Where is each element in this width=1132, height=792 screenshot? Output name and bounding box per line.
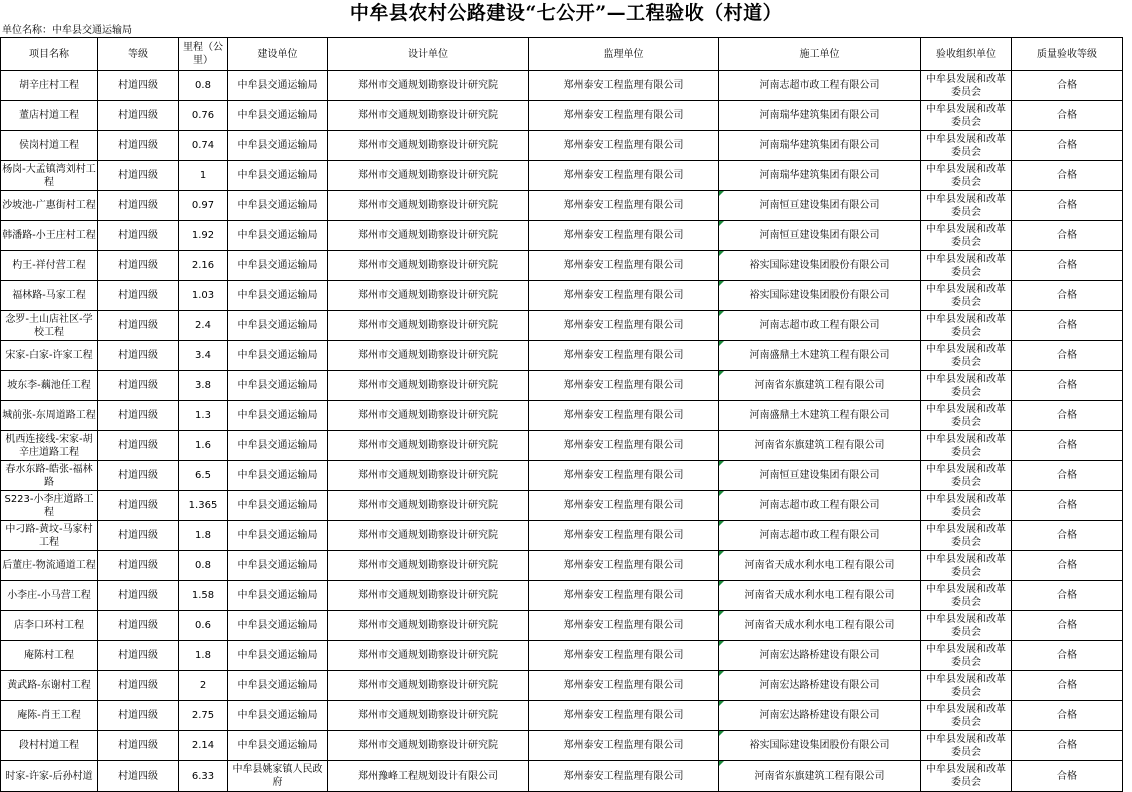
cell-designer: 郑州市交通规划勘察设计研究院 — [328, 131, 529, 161]
table-row — [1, 311, 1123, 341]
cell-contractor: 河南恒亘建设集团有限公司 — [719, 461, 921, 491]
cell-acceptance-org: 中牟县发展和改革委员会 — [921, 521, 1012, 551]
cell-mileage: 1.6 — [179, 431, 228, 461]
cell-mileage: 3.8 — [179, 371, 228, 401]
cell-designer: 郑州市交通规划勘察设计研究院 — [328, 611, 529, 641]
cell-quality-grade: 合格 — [1012, 551, 1123, 581]
cell-comment-marker-icon — [719, 701, 724, 706]
cell-supervisor: 郑州泰安工程监理有限公司 — [529, 611, 719, 641]
cell-acceptance-org: 中牟县发展和改革委员会 — [921, 551, 1012, 581]
cell-builder: 中牟县交通运输局 — [228, 251, 328, 281]
cell-comment-marker-icon — [719, 311, 724, 316]
cell-contractor: 河南宏达路桥建设有限公司 — [719, 701, 921, 731]
cell-grade: 村道四级 — [98, 131, 179, 161]
cell-project-name: 中刁路-黄坟-马家村工程 — [1, 521, 98, 551]
cell-supervisor: 郑州泰安工程监理有限公司 — [529, 461, 719, 491]
cell-quality-grade: 合格 — [1012, 311, 1123, 341]
cell-quality-grade: 合格 — [1012, 101, 1123, 131]
table-row — [1, 371, 1123, 401]
table-row — [1, 731, 1123, 761]
cell-quality-grade: 合格 — [1012, 131, 1123, 161]
cell-contractor: 裕实国际建设集团股份有限公司 — [719, 251, 921, 281]
cell-supervisor: 郑州泰安工程监理有限公司 — [529, 251, 719, 281]
cell-mileage: 2.75 — [179, 701, 228, 731]
table-row — [1, 341, 1123, 371]
cell-mileage: 1 — [179, 161, 228, 191]
cell-designer: 郑州市交通规划勘察设计研究院 — [328, 431, 529, 461]
table-row — [1, 491, 1123, 521]
cell-supervisor: 郑州泰安工程监理有限公司 — [529, 491, 719, 521]
cell-contractor: 河南恒亘建设集团有限公司 — [719, 191, 921, 221]
cell-acceptance-org: 中牟县发展和改革委员会 — [921, 461, 1012, 491]
cell-mileage: 1.92 — [179, 221, 228, 251]
cell-designer: 郑州豫峰工程规划设计有限公司 — [328, 761, 529, 792]
cell-contractor: 河南瑞华建筑集团有限公司 — [719, 131, 921, 161]
cell-acceptance-org: 中牟县发展和改革委员会 — [921, 491, 1012, 521]
cell-quality-grade: 合格 — [1012, 701, 1123, 731]
cell-acceptance-org: 中牟县发展和改革委员会 — [921, 131, 1012, 161]
cell-supervisor: 郑州泰安工程监理有限公司 — [529, 311, 719, 341]
cell-grade: 村道四级 — [98, 311, 179, 341]
cell-contractor: 河南省天成水利水电工程有限公司 — [719, 581, 921, 611]
cell-acceptance-org: 中牟县发展和改革委员会 — [921, 731, 1012, 761]
cell-quality-grade: 合格 — [1012, 641, 1123, 671]
cell-grade: 村道四级 — [98, 731, 179, 761]
cell-quality-grade: 合格 — [1012, 371, 1123, 401]
cell-quality-grade: 合格 — [1012, 611, 1123, 641]
cell-builder: 中牟县交通运输局 — [228, 611, 328, 641]
cell-acceptance-org: 中牟县发展和改革委员会 — [921, 431, 1012, 461]
col-header-builder: 建设单位 — [228, 38, 328, 71]
cell-mileage: 2 — [179, 671, 228, 701]
cell-mileage: 2.16 — [179, 251, 228, 281]
cell-acceptance-org: 中牟县发展和改革委员会 — [921, 221, 1012, 251]
cell-comment-marker-icon — [719, 731, 724, 736]
cell-grade: 村道四级 — [98, 401, 179, 431]
cell-contractor: 河南志超市政工程有限公司 — [719, 71, 921, 101]
cell-acceptance-org: 中牟县发展和改革委员会 — [921, 671, 1012, 701]
cell-builder: 中牟县交通运输局 — [228, 281, 328, 311]
cell-project-name: 城前张-东周道路工程 — [1, 401, 98, 431]
cell-grade: 村道四级 — [98, 611, 179, 641]
cell-supervisor: 郑州泰安工程监理有限公司 — [529, 71, 719, 101]
cell-designer: 郑州市交通规划勘察设计研究院 — [328, 551, 529, 581]
col-header-grade: 等级 — [98, 38, 179, 71]
cell-supervisor: 郑州泰安工程监理有限公司 — [529, 101, 719, 131]
col-header-mileage: 里程（公里） — [179, 38, 228, 71]
cell-designer: 郑州市交通规划勘察设计研究院 — [328, 731, 529, 761]
cell-project-name: 韩潘路-小王庄村工程 — [1, 221, 98, 251]
cell-contractor: 河南宏达路桥建设有限公司 — [719, 641, 921, 671]
col-header-quality-grade: 质量验收等级 — [1012, 38, 1123, 71]
cell-builder: 中牟县交通运输局 — [228, 71, 328, 101]
cell-project-name: 庵陈村工程 — [1, 641, 98, 671]
cell-builder: 中牟县交通运输局 — [228, 581, 328, 611]
cell-builder: 中牟县交通运输局 — [228, 131, 328, 161]
cell-quality-grade: 合格 — [1012, 671, 1123, 701]
table-row — [1, 551, 1123, 581]
cell-supervisor: 郑州泰安工程监理有限公司 — [529, 221, 719, 251]
cell-grade: 村道四级 — [98, 701, 179, 731]
cell-grade: 村道四级 — [98, 641, 179, 671]
cell-supervisor: 郑州泰安工程监理有限公司 — [529, 731, 719, 761]
table-row — [1, 281, 1123, 311]
table-row — [1, 101, 1123, 131]
cell-designer: 郑州市交通规划勘察设计研究院 — [328, 191, 529, 221]
page-title: 中牟县农村公路建设“七公开”—工程验收（村道） — [349, 2, 783, 24]
cell-grade: 村道四级 — [98, 581, 179, 611]
cell-designer: 郑州市交通规划勘察设计研究院 — [328, 491, 529, 521]
cell-acceptance-org: 中牟县发展和改革委员会 — [921, 71, 1012, 101]
cell-builder: 中牟县交通运输局 — [228, 551, 328, 581]
cell-grade: 村道四级 — [98, 551, 179, 581]
table-row — [1, 71, 1123, 101]
cell-comment-marker-icon — [719, 341, 724, 346]
cell-mileage: 2.14 — [179, 731, 228, 761]
cell-grade: 村道四级 — [98, 761, 179, 792]
cell-quality-grade: 合格 — [1012, 581, 1123, 611]
cell-acceptance-org: 中牟县发展和改革委员会 — [921, 101, 1012, 131]
cell-supervisor: 郑州泰安工程监理有限公司 — [529, 131, 719, 161]
cell-builder: 中牟县交通运输局 — [228, 671, 328, 701]
acceptance-table — [0, 37, 1123, 792]
cell-designer: 郑州市交通规划勘察设计研究院 — [328, 671, 529, 701]
cell-acceptance-org: 中牟县发展和改革委员会 — [921, 191, 1012, 221]
cell-builder: 中牟县交通运输局 — [228, 341, 328, 371]
cell-designer: 郑州市交通规划勘察设计研究院 — [328, 221, 529, 251]
unit-name-line: 单位名称：中牟县交通运输局 — [2, 25, 132, 36]
cell-contractor: 河南宏达路桥建设有限公司 — [719, 671, 921, 701]
cell-project-name: 小李庄-小马营工程 — [1, 581, 98, 611]
table-row — [1, 131, 1123, 161]
cell-grade: 村道四级 — [98, 71, 179, 101]
cell-supervisor: 郑州泰安工程监理有限公司 — [529, 521, 719, 551]
cell-comment-marker-icon — [719, 671, 724, 676]
cell-grade: 村道四级 — [98, 521, 179, 551]
col-header-designer: 设计单位 — [328, 38, 529, 71]
cell-project-name: 后董庄-物流通道工程 — [1, 551, 98, 581]
table-row — [1, 641, 1123, 671]
cell-project-name: 春水东路-皓张-福林路 — [1, 461, 98, 491]
cell-quality-grade: 合格 — [1012, 161, 1123, 191]
cell-grade: 村道四级 — [98, 671, 179, 701]
cell-supervisor: 郑州泰安工程监理有限公司 — [529, 431, 719, 461]
table-row — [1, 701, 1123, 731]
cell-builder: 中牟县交通运输局 — [228, 221, 328, 251]
cell-builder: 中牟县交通运输局 — [228, 311, 328, 341]
table-row — [1, 221, 1123, 251]
cell-designer: 郑州市交通规划勘察设计研究院 — [328, 521, 529, 551]
cell-builder: 中牟县交通运输局 — [228, 431, 328, 461]
cell-builder: 中牟县姚家镇人民政府 — [228, 761, 328, 792]
cell-project-name: 杓王-祥付营工程 — [1, 251, 98, 281]
cell-project-name: 念罗-土山店社区-学校工程 — [1, 311, 98, 341]
cell-mileage: 2.4 — [179, 311, 228, 341]
table-row — [1, 521, 1123, 551]
cell-comment-marker-icon — [719, 611, 724, 616]
cell-grade: 村道四级 — [98, 491, 179, 521]
cell-designer: 郑州市交通规划勘察设计研究院 — [328, 101, 529, 131]
cell-designer: 郑州市交通规划勘察设计研究院 — [328, 461, 529, 491]
cell-builder: 中牟县交通运输局 — [228, 461, 328, 491]
cell-project-name: 侯岗村道工程 — [1, 131, 98, 161]
cell-quality-grade: 合格 — [1012, 761, 1123, 792]
cell-supervisor: 郑州泰安工程监理有限公司 — [529, 761, 719, 792]
table-row — [1, 461, 1123, 491]
cell-project-name: 庵陈-肖王工程 — [1, 701, 98, 731]
table-row — [1, 581, 1123, 611]
col-header-project-name: 项目名称 — [1, 38, 98, 71]
cell-contractor: 河南盛鼎土木建筑工程有限公司 — [719, 341, 921, 371]
cell-project-name: 段村村道工程 — [1, 731, 98, 761]
cell-project-name: 胡辛庄村工程 — [1, 71, 98, 101]
cell-mileage: 0.8 — [179, 71, 228, 101]
cell-designer: 郑州市交通规划勘察设计研究院 — [328, 341, 529, 371]
cell-acceptance-org: 中牟县发展和改革委员会 — [921, 641, 1012, 671]
cell-comment-marker-icon — [719, 491, 724, 496]
cell-designer: 郑州市交通规划勘察设计研究院 — [328, 371, 529, 401]
cell-designer: 郑州市交通规划勘察设计研究院 — [328, 641, 529, 671]
cell-contractor: 河南瑞华建筑集团有限公司 — [719, 101, 921, 131]
cell-mileage: 0.6 — [179, 611, 228, 641]
cell-designer: 郑州市交通规划勘察设计研究院 — [328, 701, 529, 731]
cell-quality-grade: 合格 — [1012, 521, 1123, 551]
table-row — [1, 401, 1123, 431]
cell-comment-marker-icon — [719, 581, 724, 586]
cell-contractor: 裕实国际建设集团股份有限公司 — [719, 731, 921, 761]
cell-comment-marker-icon — [719, 221, 724, 226]
cell-contractor: 河南省天成水利水电工程有限公司 — [719, 551, 921, 581]
cell-grade: 村道四级 — [98, 281, 179, 311]
cell-contractor: 河南志超市政工程有限公司 — [719, 311, 921, 341]
cell-designer: 郑州市交通规划勘察设计研究院 — [328, 71, 529, 101]
cell-supervisor: 郑州泰安工程监理有限公司 — [529, 581, 719, 611]
cell-acceptance-org: 中牟县发展和改革委员会 — [921, 161, 1012, 191]
cell-builder: 中牟县交通运输局 — [228, 401, 328, 431]
cell-builder: 中牟县交通运输局 — [228, 641, 328, 671]
cell-quality-grade: 合格 — [1012, 341, 1123, 371]
cell-supervisor: 郑州泰安工程监理有限公司 — [529, 551, 719, 581]
cell-acceptance-org: 中牟县发展和改革委员会 — [921, 311, 1012, 341]
cell-comment-marker-icon — [719, 371, 724, 376]
table-row — [1, 161, 1123, 191]
cell-grade: 村道四级 — [98, 461, 179, 491]
cell-mileage: 0.74 — [179, 131, 228, 161]
cell-quality-grade: 合格 — [1012, 401, 1123, 431]
col-header-supervisor: 监理单位 — [529, 38, 719, 71]
cell-quality-grade: 合格 — [1012, 191, 1123, 221]
cell-comment-marker-icon — [719, 641, 724, 646]
cell-designer: 郑州市交通规划勘察设计研究院 — [328, 281, 529, 311]
col-header-acceptance-org: 验收组织单位 — [921, 38, 1012, 71]
cell-supervisor: 郑州泰安工程监理有限公司 — [529, 401, 719, 431]
table-row — [1, 611, 1123, 641]
cell-comment-marker-icon — [719, 191, 724, 196]
cell-mileage: 1.58 — [179, 581, 228, 611]
cell-contractor: 裕实国际建设集团股份有限公司 — [719, 281, 921, 311]
cell-supervisor: 郑州泰安工程监理有限公司 — [529, 281, 719, 311]
cell-comment-marker-icon — [719, 281, 724, 286]
cell-contractor: 河南志超市政工程有限公司 — [719, 491, 921, 521]
cell-project-name: 杨岗-大孟镇湾刘村工程 — [1, 161, 98, 191]
cell-supervisor: 郑州泰安工程监理有限公司 — [529, 641, 719, 671]
cell-grade: 村道四级 — [98, 431, 179, 461]
cell-acceptance-org: 中牟县发展和改革委员会 — [921, 371, 1012, 401]
cell-supervisor: 郑州泰安工程监理有限公司 — [529, 371, 719, 401]
cell-comment-marker-icon — [719, 761, 724, 766]
cell-acceptance-org: 中牟县发展和改革委员会 — [921, 401, 1012, 431]
cell-mileage: 6.33 — [179, 761, 228, 792]
cell-builder: 中牟县交通运输局 — [228, 731, 328, 761]
cell-project-name: 店李口环村工程 — [1, 611, 98, 641]
cell-project-name: 董店村道工程 — [1, 101, 98, 131]
cell-acceptance-org: 中牟县发展和改革委员会 — [921, 341, 1012, 371]
table-row — [1, 671, 1123, 701]
cell-grade: 村道四级 — [98, 221, 179, 251]
cell-project-name: 沙坡池-广惠街村工程 — [1, 191, 98, 221]
cell-quality-grade: 合格 — [1012, 491, 1123, 521]
cell-designer: 郑州市交通规划勘察设计研究院 — [328, 581, 529, 611]
cell-quality-grade: 合格 — [1012, 461, 1123, 491]
cell-designer: 郑州市交通规划勘察设计研究院 — [328, 251, 529, 281]
table-row — [1, 251, 1123, 281]
cell-builder: 中牟县交通运输局 — [228, 101, 328, 131]
cell-grade: 村道四级 — [98, 251, 179, 281]
cell-comment-marker-icon — [719, 551, 724, 556]
cell-grade: 村道四级 — [98, 101, 179, 131]
cell-mileage: 1.03 — [179, 281, 228, 311]
cell-mileage: 0.8 — [179, 551, 228, 581]
cell-grade: 村道四级 — [98, 161, 179, 191]
cell-mileage: 0.97 — [179, 191, 228, 221]
cell-builder: 中牟县交通运输局 — [228, 191, 328, 221]
cell-supervisor: 郑州泰安工程监理有限公司 — [529, 191, 719, 221]
table-row — [1, 191, 1123, 221]
cell-designer: 郑州市交通规划勘察设计研究院 — [328, 311, 529, 341]
cell-project-name: S223-小李庄道路工程 — [1, 491, 98, 521]
cell-builder: 中牟县交通运输局 — [228, 521, 328, 551]
cell-mileage: 1.365 — [179, 491, 228, 521]
cell-quality-grade: 合格 — [1012, 431, 1123, 461]
cell-project-name: 宋家-白家-许家工程 — [1, 341, 98, 371]
cell-contractor: 河南盛鼎土木建筑工程有限公司 — [719, 401, 921, 431]
header-row — [1, 38, 1123, 71]
cell-builder: 中牟县交通运输局 — [228, 701, 328, 731]
cell-contractor: 河南省天成水利水电工程有限公司 — [719, 611, 921, 641]
cell-project-name: 黄武路-东谢村工程 — [1, 671, 98, 701]
cell-supervisor: 郑州泰安工程监理有限公司 — [529, 341, 719, 371]
cell-project-name: 机西连接线-宋家-胡辛庄道路工程 — [1, 431, 98, 461]
cell-supervisor: 郑州泰安工程监理有限公司 — [529, 161, 719, 191]
cell-project-name: 坡东李-藕池任工程 — [1, 371, 98, 401]
cell-contractor: 河南恒亘建设集团有限公司 — [719, 221, 921, 251]
cell-comment-marker-icon — [719, 521, 724, 526]
cell-grade: 村道四级 — [98, 371, 179, 401]
cell-quality-grade: 合格 — [1012, 71, 1123, 101]
cell-acceptance-org: 中牟县发展和改革委员会 — [921, 581, 1012, 611]
cell-mileage: 1.8 — [179, 521, 228, 551]
cell-acceptance-org: 中牟县发展和改革委员会 — [921, 281, 1012, 311]
cell-quality-grade: 合格 — [1012, 731, 1123, 761]
cell-mileage: 3.4 — [179, 341, 228, 371]
cell-mileage: 1.8 — [179, 641, 228, 671]
cell-contractor: 河南瑞华建筑集团有限公司 — [719, 161, 921, 191]
cell-comment-marker-icon — [719, 461, 724, 466]
cell-acceptance-org: 中牟县发展和改革委员会 — [921, 761, 1012, 792]
table-row — [1, 761, 1123, 792]
cell-quality-grade: 合格 — [1012, 251, 1123, 281]
cell-comment-marker-icon — [719, 251, 724, 256]
cell-builder: 中牟县交通运输局 — [228, 491, 328, 521]
cell-mileage: 1.3 — [179, 401, 228, 431]
table-row — [1, 431, 1123, 461]
cell-mileage: 0.76 — [179, 101, 228, 131]
cell-designer: 郑州市交通规划勘察设计研究院 — [328, 401, 529, 431]
cell-mileage: 6.5 — [179, 461, 228, 491]
cell-builder: 中牟县交通运输局 — [228, 371, 328, 401]
cell-acceptance-org: 中牟县发展和改革委员会 — [921, 701, 1012, 731]
cell-quality-grade: 合格 — [1012, 281, 1123, 311]
cell-grade: 村道四级 — [98, 341, 179, 371]
col-header-contractor: 施工单位 — [719, 38, 921, 71]
cell-designer: 郑州市交通规划勘察设计研究院 — [328, 161, 529, 191]
cell-supervisor: 郑州泰安工程监理有限公司 — [529, 671, 719, 701]
cell-contractor: 河南志超市政工程有限公司 — [719, 521, 921, 551]
cell-supervisor: 郑州泰安工程监理有限公司 — [529, 701, 719, 731]
cell-quality-grade: 合格 — [1012, 221, 1123, 251]
cell-project-name: 时家-许家-后孙村道 — [1, 761, 98, 792]
cell-contractor: 河南省东旗建筑工程有限公司 — [719, 431, 921, 461]
cell-project-name: 福林路-马家工程 — [1, 281, 98, 311]
cell-builder: 中牟县交通运输局 — [228, 161, 328, 191]
cell-acceptance-org: 中牟县发展和改革委员会 — [921, 611, 1012, 641]
cell-grade: 村道四级 — [98, 191, 179, 221]
cell-contractor: 河南省东旗建筑工程有限公司 — [719, 761, 921, 792]
cell-acceptance-org: 中牟县发展和改革委员会 — [921, 251, 1012, 281]
cell-contractor: 河南省东旗建筑工程有限公司 — [719, 371, 921, 401]
